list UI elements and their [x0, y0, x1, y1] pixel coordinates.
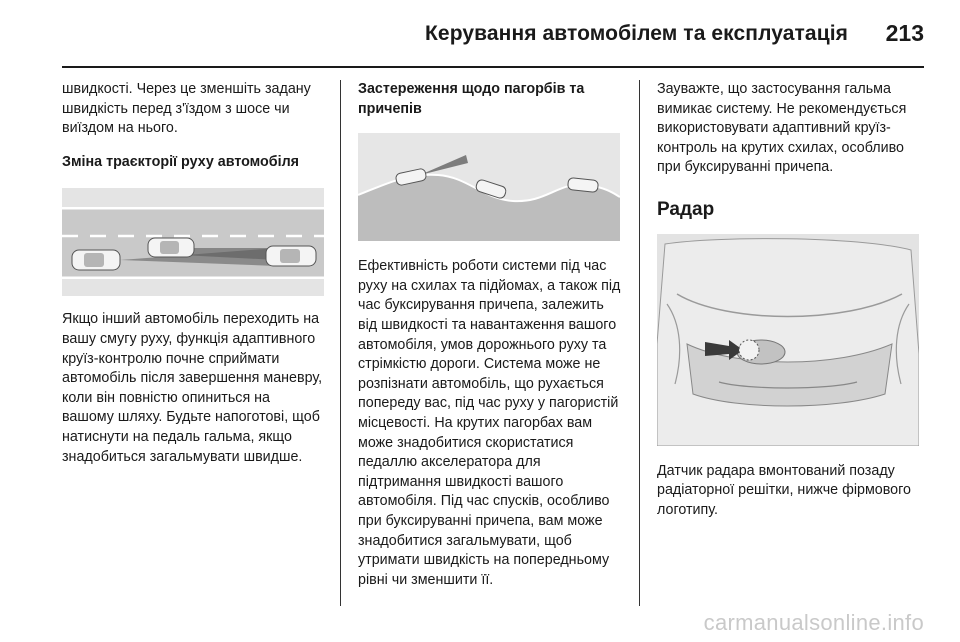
paragraph-lane-change: Якщо інший автомобіль переходить на вашу смугу руху, функція адаптивного круїз-контролю почне сприймати автомобіль після завершення маневру, коли він повністю опиниться на вашому шляху. Будьте напоготові, щоб натиснути на педаль гальма, якщо знадобиться загальмувати швидше.: [62, 311, 323, 465]
column-divider-2: [639, 80, 640, 606]
lane-change-illustration: [62, 188, 324, 296]
column-1: [62, 80, 324, 467]
header-rule: [62, 66, 924, 68]
radar-sensor-icon: [739, 340, 759, 360]
paragraph-radar: Датчик радара вмонтований позаду радіаторної решітки, нижче фірмового логотипу.: [657, 462, 911, 518]
section-heading-lane-change: Зміна траєкторії руху автомобіля: [62, 153, 300, 170]
paragraph-hills: Ефективність роботи системи під час руху на схилах та підйомах, а також під час буксирування причепа, залежить від швидкості та навантаження вашого автомобіля, умов дорожнього руху та стрімкістю дороги. Система може не розпізнати автомобіль, що рухається попереду вас, під час руху у пагористій місцевості. На крутих пагорбах вам може знадобитися скористатися педаллю акселератора для підтримання швидкості вашого автомобіля. Під час спусків, особливо при буксируванні причепа, вам може знадобитися загальмувати, щоб утримати швидкість на попередньому рівні чи зменшити її.: [358, 258, 621, 588]
column-2: [358, 80, 626, 590]
radar-location-illustration: [657, 234, 919, 446]
paragraph-brake-note: Зауважте, що застосування гальма вимикає систему. Не рекомендується використовувати адаптивний круїз-контроль на крутих схилах, особливо при буксируванні причепа.: [657, 81, 907, 176]
page-title: Керування автомобілем та експлуатація: [425, 22, 848, 45]
section-heading-hills: Застереження щодо пагорбів та причепів: [358, 81, 585, 117]
paragraph-intro: швидкості. Через це зменшіть задану швидкість перед з'їздом з шосе чи виїздом на нього.: [62, 81, 311, 137]
section-heading-radar: Радар: [657, 198, 715, 220]
car-merging-icon: [148, 238, 194, 257]
car-ahead-icon: [266, 246, 316, 266]
car-own-icon: [72, 250, 120, 270]
hills-illustration: [358, 133, 620, 241]
watermark: carmanualsonline.info: [703, 610, 924, 635]
car-on-hill-3-icon: [567, 178, 598, 193]
column-3: [657, 80, 925, 520]
page-header: [0, 0, 960, 66]
page-number: 213: [885, 20, 924, 46]
column-divider-1: [340, 80, 341, 606]
